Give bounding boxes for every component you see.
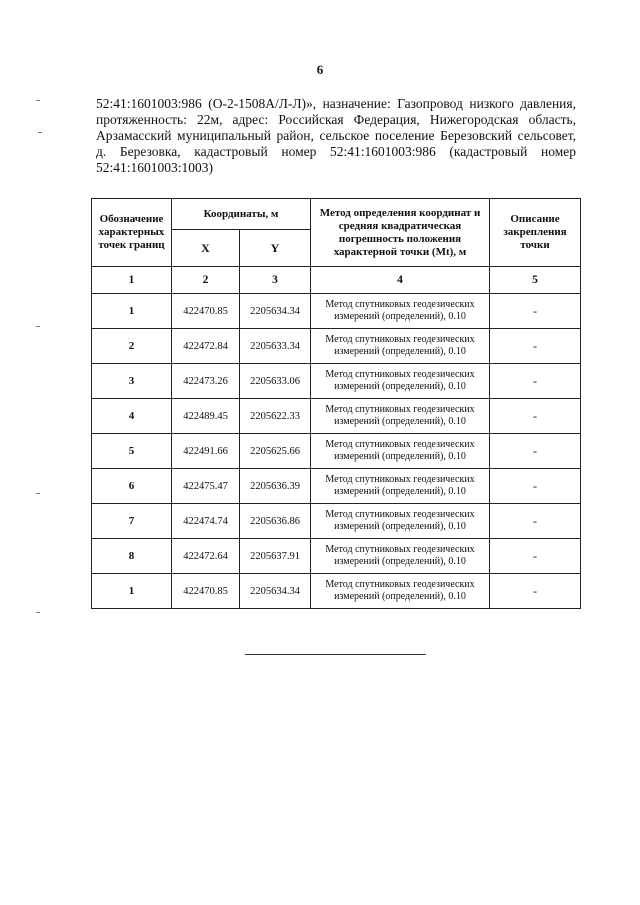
table-header [92, 199, 581, 294]
column-numbers-row [92, 267, 581, 294]
y-cell: 2205636.39 [240, 469, 311, 504]
y-cell: 2205637.91 [240, 539, 311, 574]
table-row [92, 539, 581, 574]
fixing-cell: - [490, 329, 581, 364]
column-number: 3 [240, 267, 311, 294]
x-cell: 422474.74 [172, 504, 240, 539]
fixing-cell: - [490, 469, 581, 504]
point-cell: 1 [92, 294, 172, 329]
page-number: 6 [316, 62, 324, 77]
x-cell: 422473.26 [172, 364, 240, 399]
column-number: 1 [92, 267, 172, 294]
point-cell: 3 [92, 364, 172, 399]
x-cell: 422489.45 [172, 399, 240, 434]
x-cell: 422475.47 [172, 469, 240, 504]
method-cell: Метод спутниковых геодезических измерений (определений), 0.10 [311, 469, 490, 504]
x-cell: 422470.85 [172, 294, 240, 329]
header-fixing: Описание закрепления точки [490, 199, 581, 267]
y-cell: 2205633.06 [240, 364, 311, 399]
table-body [92, 294, 581, 609]
fixing-cell: - [490, 364, 581, 399]
table-row [92, 294, 581, 329]
point-cell: 7 [92, 504, 172, 539]
column-number: 5 [490, 267, 581, 294]
x-cell: 422491.66 [172, 434, 240, 469]
header-point: Обозначение характерных точек границ [92, 199, 172, 267]
fixing-cell: - [490, 294, 581, 329]
table-row [92, 504, 581, 539]
scan-mark [36, 326, 40, 327]
point-cell: 2 [92, 329, 172, 364]
header-x: X [172, 230, 240, 267]
x-cell: 422470.85 [172, 574, 240, 609]
column-number: 2 [172, 267, 240, 294]
method-cell: Метод спутниковых геодезических измерений (определений), 0.10 [311, 504, 490, 539]
point-cell: 8 [92, 539, 172, 574]
scan-mark [36, 493, 40, 494]
intro-text: 52:41:1601003:986 (О-2-1508А/Л-Л)», назначение: Газопровод низкого давления, протяженность: 22м, адрес: Российская Федерация, Нижегородская область, Арзамасский муниципальный район, сельское поселение Березовский сельсовет, д. Березовка, кадастровый номер 52:41:1601003:986 (кадастровый номер 52:41:1601003:1003) [96, 96, 576, 175]
table-row [92, 434, 581, 469]
table-row [92, 574, 581, 609]
coordinates-table [91, 198, 581, 609]
table-row [92, 364, 581, 399]
method-cell: Метод спутниковых геодезических измерений (определений), 0.10 [311, 574, 490, 609]
fixing-cell: - [490, 539, 581, 574]
point-cell: 5 [92, 434, 172, 469]
y-cell: 2205633.34 [240, 329, 311, 364]
y-cell: 2205634.34 [240, 574, 311, 609]
fixing-cell: - [490, 504, 581, 539]
column-number: 4 [311, 267, 490, 294]
method-cell: Метод спутниковых геодезических измерений (определений), 0.10 [311, 434, 490, 469]
y-cell: 2205625.66 [240, 434, 311, 469]
point-cell: 4 [92, 399, 172, 434]
method-cell: Метод спутниковых геодезических измерений (определений), 0.10 [311, 399, 490, 434]
method-cell: Метод спутниковых геодезических измерений (определений), 0.10 [311, 294, 490, 329]
method-cell: Метод спутниковых геодезических измерений (определений), 0.10 [311, 329, 490, 364]
y-cell: 2205634.34 [240, 294, 311, 329]
table-row [92, 469, 581, 504]
fixing-cell: - [490, 574, 581, 609]
method-cell: Метод спутниковых геодезических измерений (определений), 0.10 [311, 539, 490, 574]
header-method: Метод определения координат и средняя квадратическая погрешность положения характерной точки (Mt), м [311, 199, 490, 267]
header-y: Y [240, 230, 311, 267]
header-coordinates: Координаты, м [172, 199, 311, 230]
y-cell: 2205622.33 [240, 399, 311, 434]
table-row [92, 399, 581, 434]
y-cell: 2205636.86 [240, 504, 311, 539]
fixing-cell: - [490, 434, 581, 469]
point-cell: 1 [92, 574, 172, 609]
method-cell: Метод спутниковых геодезических измерений (определений), 0.10 [311, 364, 490, 399]
table-row [92, 329, 581, 364]
intro-paragraph [96, 96, 576, 176]
x-cell: 422472.84 [172, 329, 240, 364]
point-cell: 6 [92, 469, 172, 504]
fixing-cell: - [490, 399, 581, 434]
scan-mark [36, 612, 40, 613]
x-cell: 422472.64 [172, 539, 240, 574]
signature-line [245, 654, 426, 655]
scan-mark [36, 100, 40, 101]
scan-mark [38, 132, 42, 133]
